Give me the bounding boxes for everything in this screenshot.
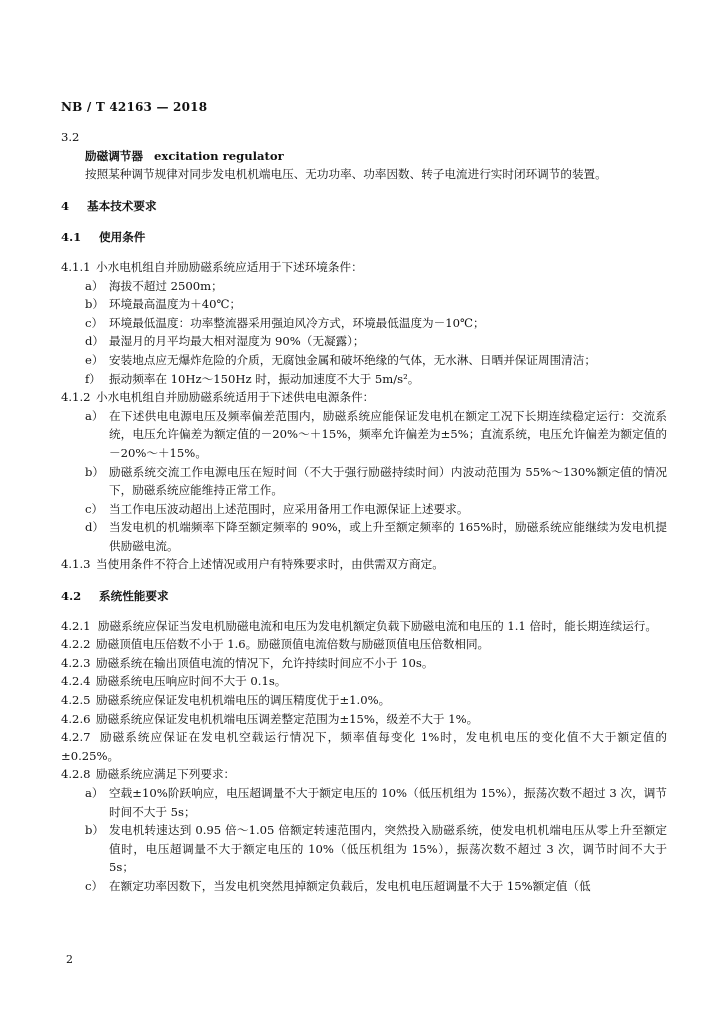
term-chinese: 励磁调节器: [85, 148, 143, 163]
list-item: b） 环境最高温度为＋40℃；: [85, 297, 242, 312]
clause-text: 励磁顶值电压倍数不小于 1.6。励磁顶值电流倍数与励磁顶值电压倍数相同。: [96, 637, 490, 652]
clause-text: 小水电机组自并励励磁系统应适用于下述环境条件：: [96, 259, 363, 274]
clause-4-2-5: [61, 691, 667, 710]
list-item: e） 安装地点应无爆炸危险的介质，无腐蚀金属和破坏绝缘的气体，无水淋、日晒并保证周围清洁；: [85, 352, 596, 367]
clause-text: 当使用条件不符合上述情况或用户有特殊要求时，由供需双方商定。: [96, 557, 444, 572]
clause-text: 小水电机组自并励励磁系统适用于下述供电电源条件：: [96, 390, 375, 405]
clause-4-1-1: [61, 258, 667, 388]
clause-4-1-2: [61, 388, 667, 555]
term-definition: 按照某种调节规律对同步发电机机端电压、无功功率、功率因数、转子电流进行实时闭环调节的装置。: [85, 167, 607, 182]
list-item: d） 最湿月的月平均最大相对湿度为 90%（无凝露）；: [85, 334, 365, 349]
term-english: excitation regulator: [154, 148, 284, 163]
clause-text: 励磁系统应保证在发电机空载运行情况下，频率值每变化 1%时，发电机电压的变化值不大于额定值的±0.25%。: [61, 730, 667, 763]
standard-code: NB / T 42163 — 2018: [61, 100, 208, 114]
section-4-2-heading: [61, 587, 667, 606]
clause-number: 4.2.6: [61, 711, 91, 726]
clause-text: 励磁系统电压响应时间不大于 0.1s。: [96, 674, 287, 689]
section-title: 系统性能要求: [99, 589, 169, 604]
list-item: b） 励磁系统交流工作电源电压在短时间（不大于强行励磁持续时间）内波动范围为 55%～130%额定值的情况下，励磁系统应能维持正常工作。: [85, 464, 667, 498]
clause-number: 4.2.3: [61, 655, 91, 670]
clause-text: 励磁系统应保证发电机机端电压调差整定范围为±15%，级差不大于 1%。: [96, 711, 479, 726]
clause-text: 励磁系统应满足下列要求：: [96, 767, 236, 782]
clause-4-2-8: [61, 765, 667, 895]
clause-4-2-1: [61, 617, 667, 636]
section-number: 4: [61, 198, 70, 213]
clause-4-2-3: [61, 654, 667, 673]
section-4-heading: [61, 197, 667, 216]
clause-number: 4.2.4: [61, 674, 91, 689]
document-body: [61, 128, 667, 896]
page-number: 2: [66, 953, 73, 966]
section-number: 4.2: [61, 589, 82, 604]
clause-text: 励磁系统应保证发电机机端电压的调压精度优于±1.0%。: [96, 693, 391, 708]
clause-number: 4.1.2: [61, 390, 91, 405]
section-number: 4.1: [61, 230, 82, 245]
clause-4-2-4: [61, 672, 667, 691]
clause-4-1-3: [61, 555, 667, 574]
clause-number: 4.1.3: [61, 557, 91, 572]
clause-number-3-2: 3.2: [61, 130, 80, 144]
list-item: a） 在下述供电电源电压及频率偏差范围内，励磁系统应能保证发电机在额定工况下长期连续稳定运行：交流系统，电压允许偏差为额定值的－20%～＋15%，频率允许偏差为±5%；直流系统，电压允许偏差为额定值的－20%～＋15%。: [85, 408, 667, 460]
section-4-1-heading: [61, 228, 667, 247]
list-item: d） 当发电机的机端频率下降至额定频率的 90%，或上升至额定频率的 165%时，励磁系统应能继续为发电机提供励磁电流。: [85, 520, 667, 553]
list-item: c） 当工作电压波动超出上述范围时，应采用备用工作电源保证上述要求。: [85, 501, 469, 516]
section-title: 使用条件: [99, 230, 146, 245]
section-title: 基本技术要求: [87, 198, 157, 213]
clause-number: 4.2.8: [61, 767, 91, 782]
clause-4-2-6: [61, 710, 667, 729]
list-item: c） 在额定功率因数下，当发电机突然甩掉额定负载后，发电机电压超调量不大于 15%额定值（低: [85, 878, 591, 893]
term-heading: [61, 147, 667, 166]
clause-text: 励磁系统在输出顶值电流的情况下，允许持续时间应不小于 10s。: [96, 655, 434, 670]
clause-number: 4.2.5: [61, 693, 91, 708]
list-item: c） 环境最低温度：功率整流器采用强迫风冷方式，环境最低温度为－10℃；: [85, 315, 485, 330]
list-item: f） 振动频率在 10Hz～150Hz 时，振动加速度不大于 5m/s²。: [85, 371, 420, 386]
clause-4-2-7: [61, 728, 667, 765]
clause-number: 4.1.1: [61, 259, 91, 274]
clause-4-2-2: [61, 635, 667, 654]
clause-number: 4.2.7: [61, 730, 91, 745]
list-item: a） 海拔不超过 2500m；: [85, 278, 223, 293]
list-item: a） 空载±10%阶跃响应，电压超调量不大于额定电压的 10%（低压机组为 15%），振荡次数不超过 3 次，调节时间不大于 5s；: [85, 786, 667, 819]
clause-text: 励磁系统应保证当发电机励磁电流和电压为发电机额定负载下励磁电流和电压的 1.1 倍时，能长期连续运行。: [97, 618, 657, 633]
clause-number: 4.2.2: [61, 637, 91, 652]
list-item: b） 发电机转速达到 0.95 倍～1.05 倍额定转速范围内，突然投入励磁系统，使发电机机端电压从零上升至额定值时，电压超调量不大于额定电压的 10%（低压机组为 15%），振荡次数不超过 3 次，调节时间不大于 5s；: [85, 823, 667, 875]
clause-number: 4.2.1: [61, 618, 91, 633]
